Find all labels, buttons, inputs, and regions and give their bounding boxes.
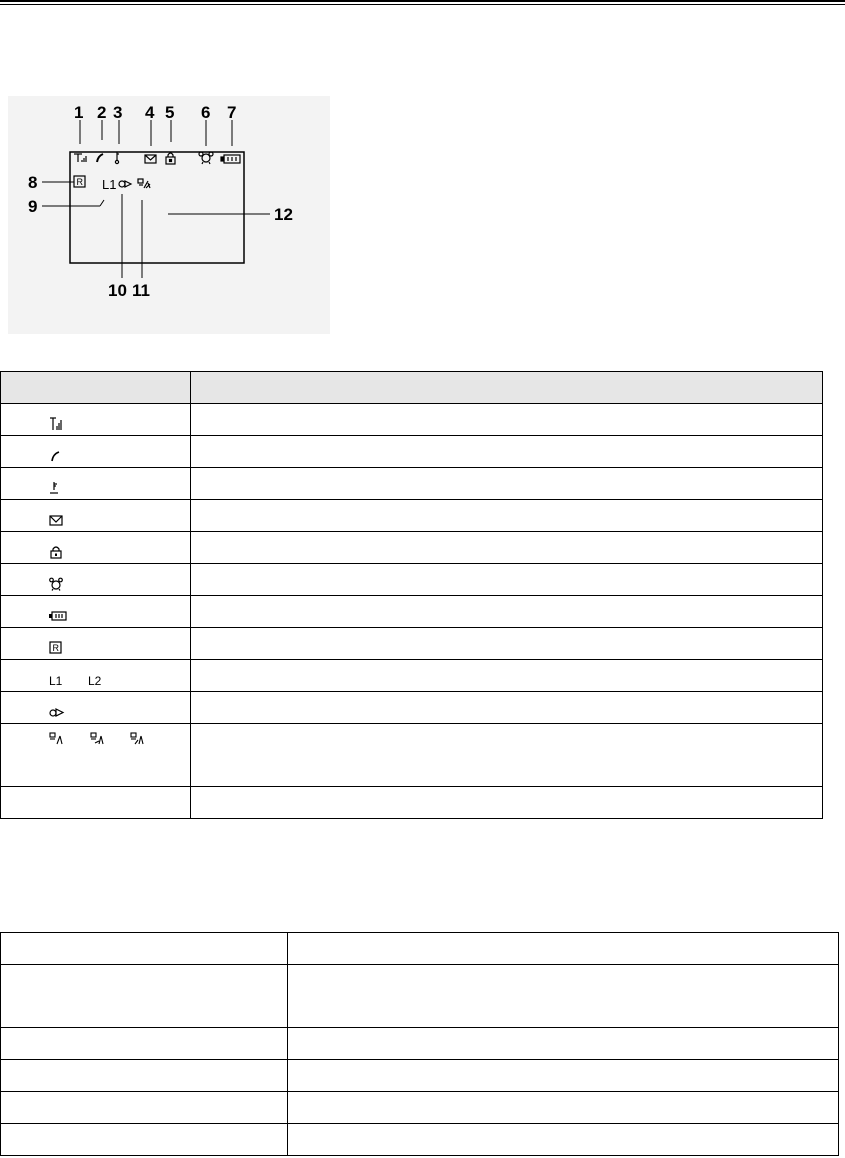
profile-icon-1 bbox=[49, 732, 63, 746]
svg-text:R: R bbox=[52, 642, 59, 653]
table-row bbox=[1, 787, 823, 819]
second-table bbox=[0, 932, 839, 1156]
cell bbox=[1, 1092, 288, 1124]
table-row bbox=[1, 1060, 839, 1092]
header-rule-top bbox=[0, 0, 845, 2]
table-row bbox=[1, 965, 839, 1028]
table-row bbox=[1, 532, 823, 564]
row-description bbox=[191, 692, 823, 724]
table-row bbox=[1, 404, 823, 436]
header-description bbox=[191, 372, 823, 404]
cell bbox=[288, 1092, 839, 1124]
roaming-r-icon bbox=[49, 641, 63, 655]
line-2-icon: L2 bbox=[87, 673, 102, 688]
call-in-progress-icon bbox=[49, 449, 63, 463]
cell bbox=[1, 1060, 288, 1092]
table-row bbox=[1, 628, 823, 660]
alarm-clock-icon bbox=[49, 577, 63, 591]
callout-9: 9 bbox=[28, 197, 38, 216]
callout-2: 2 bbox=[97, 103, 107, 122]
svg-text:R: R bbox=[76, 177, 83, 187]
table-row bbox=[1, 596, 823, 628]
cell bbox=[288, 965, 839, 1028]
row-description bbox=[191, 628, 823, 660]
table-row bbox=[1, 500, 823, 532]
signal-strength-icon bbox=[49, 417, 63, 431]
profile-icon-2 bbox=[90, 732, 104, 746]
table-row bbox=[1, 724, 823, 787]
callout-12: 12 bbox=[274, 205, 293, 224]
row-icon bbox=[1, 787, 191, 819]
table-row bbox=[1, 436, 823, 468]
callout-3: 3 bbox=[113, 103, 123, 122]
callout-1: 1 bbox=[74, 103, 84, 122]
callout-6: 6 bbox=[201, 103, 211, 122]
callout-8: 8 bbox=[28, 173, 38, 192]
display-diagram-svg bbox=[8, 96, 330, 334]
screen-line-indicator: L1 bbox=[102, 177, 117, 192]
row-description bbox=[191, 660, 823, 692]
callout-11: 11 bbox=[132, 281, 150, 300]
profile-icon-3 bbox=[130, 732, 144, 746]
screen-frame bbox=[70, 152, 244, 263]
cell bbox=[1, 933, 288, 965]
row-description bbox=[191, 532, 823, 564]
table-row bbox=[1, 1092, 839, 1124]
table-row bbox=[1, 692, 823, 724]
row-description bbox=[191, 436, 823, 468]
icon-description-table bbox=[0, 371, 823, 819]
battery-icon bbox=[49, 609, 67, 623]
table-row bbox=[1, 468, 823, 500]
cell bbox=[288, 1060, 839, 1092]
header-icon bbox=[1, 372, 191, 404]
row-description bbox=[191, 787, 823, 819]
cell bbox=[1, 965, 288, 1028]
callout-10: 10 bbox=[108, 281, 127, 300]
callout-4: 4 bbox=[145, 103, 155, 122]
row-description bbox=[191, 468, 823, 500]
cell bbox=[1, 1028, 288, 1060]
table-row bbox=[1, 660, 823, 692]
header-rule-bottom bbox=[0, 4, 845, 5]
row-description bbox=[191, 596, 823, 628]
table-row bbox=[1, 1124, 839, 1156]
table-row bbox=[1, 1028, 839, 1060]
cell bbox=[288, 1124, 839, 1156]
call-divert-icon bbox=[49, 705, 65, 719]
row-description bbox=[191, 564, 823, 596]
cell bbox=[288, 1028, 839, 1060]
line-1-icon: L1 bbox=[49, 673, 63, 688]
key-icon bbox=[49, 481, 63, 495]
display-diagram bbox=[8, 96, 330, 334]
row-description bbox=[191, 404, 823, 436]
message-envelope-icon bbox=[49, 513, 63, 527]
row-description bbox=[191, 500, 823, 532]
callout-5: 5 bbox=[165, 103, 175, 122]
cell bbox=[1, 1124, 288, 1156]
table-header-row bbox=[1, 372, 823, 404]
table-row bbox=[1, 933, 839, 965]
row-description bbox=[191, 724, 823, 787]
callout-7: 7 bbox=[227, 103, 237, 122]
keypad-lock-icon bbox=[49, 545, 63, 559]
cell bbox=[288, 933, 839, 965]
table-row bbox=[1, 564, 823, 596]
